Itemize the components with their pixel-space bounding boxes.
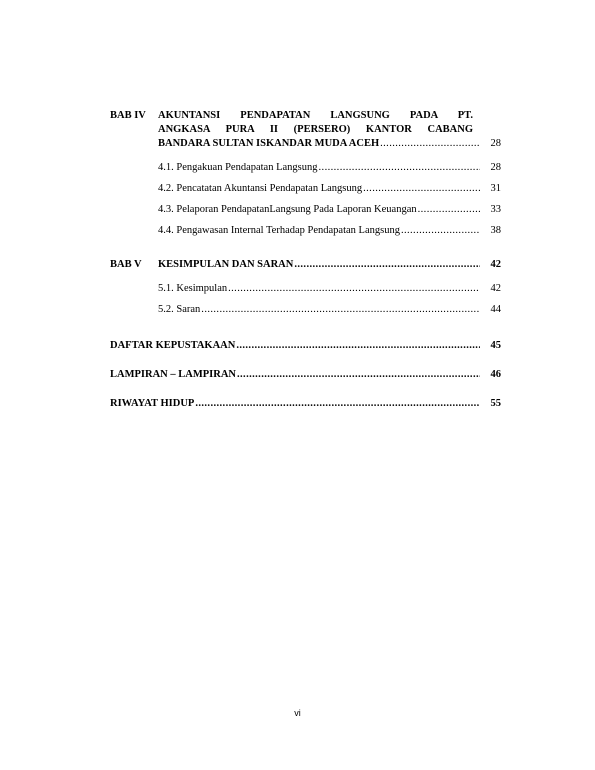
page-number: 45 — [490, 340, 501, 351]
table-of-contents — [110, 109, 501, 411]
toc-entry-text: DAFTAR KEPUSTAKAAN — [110, 340, 236, 351]
page-number: 44 — [490, 304, 501, 315]
chapter-title-line: ANGKASA PURA II (PERSERO) KANTOR CABANG — [158, 124, 473, 135]
toc-item-text: 4.3. Pelaporan PendapatanLangsung Pada Laporan Keuangan — [158, 204, 417, 215]
dot-leader — [380, 137, 480, 151]
toc-item-text: 4.4. Pengawasan Internal Terhadap Pendapatan Langsung — [158, 225, 400, 236]
dot-leader — [195, 397, 480, 411]
dot-leader — [236, 339, 480, 353]
dot-leader — [228, 282, 480, 296]
toc-item — [110, 203, 501, 217]
page-number: 42 — [490, 283, 501, 294]
toc-item — [110, 224, 501, 238]
chapter-entry-bab-v — [110, 258, 501, 272]
chapter-title-line: BANDARA SULTAN ISKANDAR MUDA ACEH — [158, 138, 380, 149]
chapter-label: BAB IV — [110, 110, 146, 121]
toc-item — [110, 303, 501, 317]
toc-entry-riwayat-hidup — [110, 397, 501, 411]
page-footer-number: vi — [294, 708, 301, 718]
toc-item-text: 5.1. Kesimpulan — [158, 283, 228, 294]
toc-item-text: 4.2. Pencatatan Akuntansi Pendapatan Langsung — [158, 183, 363, 194]
dot-leader — [418, 203, 480, 217]
chapter-title-line: AKUNTANSI PENDAPATAN LANGSUNG PADA PT. — [158, 110, 473, 121]
chapter-entry-bab-iv — [110, 109, 501, 151]
chapter-title: KESIMPULAN DAN SARAN — [158, 259, 294, 270]
toc-item — [110, 282, 501, 296]
toc-item — [110, 161, 501, 175]
page-number: 28 — [490, 138, 501, 149]
page-number: 42 — [490, 259, 501, 270]
toc-item — [110, 182, 501, 196]
dot-leader — [294, 258, 480, 272]
chapter-label: BAB V — [110, 259, 142, 270]
page-number: 55 — [490, 398, 501, 409]
toc-entry-text: LAMPIRAN – LAMPIRAN — [110, 369, 236, 380]
toc-entry-lampiran — [110, 368, 501, 382]
toc-item-text: 5.2. Saran — [158, 304, 201, 315]
page-number: 33 — [490, 204, 501, 215]
toc-entry-text: RIWAYAT HIDUP — [110, 398, 195, 409]
toc-item-text: 4.1. Pengakuan Pendapatan Langsung — [158, 162, 318, 173]
page-number: 46 — [490, 369, 501, 380]
dot-leader — [319, 161, 480, 175]
dot-leader — [401, 224, 480, 238]
dot-leader — [201, 303, 480, 317]
page-number: 31 — [490, 183, 501, 194]
dot-leader — [363, 182, 480, 196]
toc-entry-daftar-kepustakaan — [110, 339, 501, 353]
page-number: 28 — [490, 162, 501, 173]
page-number: 38 — [490, 225, 501, 236]
dot-leader — [237, 368, 480, 382]
